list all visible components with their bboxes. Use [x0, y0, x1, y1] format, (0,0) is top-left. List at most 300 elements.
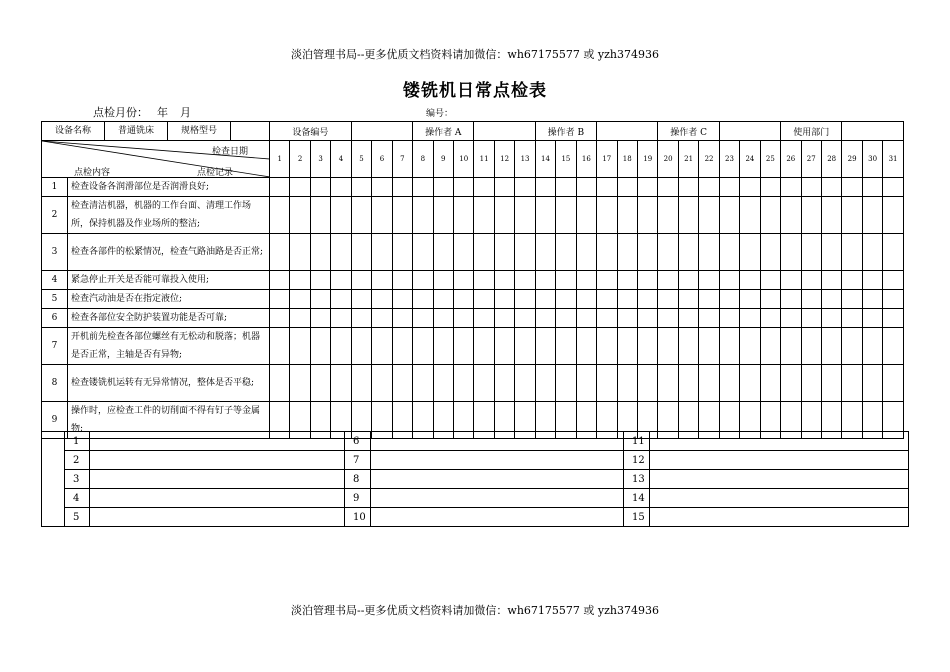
- check-record-cell[interactable]: [740, 197, 760, 234]
- check-record-cell[interactable]: [494, 178, 514, 197]
- check-record-cell[interactable]: [351, 365, 371, 402]
- check-record-cell[interactable]: [617, 365, 637, 402]
- check-record-cell[interactable]: [678, 197, 698, 234]
- check-record-cell[interactable]: [597, 234, 617, 271]
- check-record-cell[interactable]: [842, 271, 862, 290]
- check-record-cell[interactable]: [494, 234, 514, 271]
- check-record-cell[interactable]: [474, 290, 494, 309]
- device-name-value: 普通铣床: [105, 122, 168, 140]
- check-record-cell[interactable]: [678, 365, 698, 402]
- check-record-cell[interactable]: [433, 309, 453, 328]
- check-record-cell[interactable]: [413, 365, 433, 402]
- check-record-cell[interactable]: [392, 271, 412, 290]
- check-record-cell[interactable]: [658, 271, 678, 290]
- check-record-cell[interactable]: [617, 234, 637, 271]
- check-record-cell[interactable]: [270, 290, 290, 309]
- check-record-cell[interactable]: [494, 309, 514, 328]
- check-record-cell[interactable]: [637, 309, 657, 328]
- check-record-cell[interactable]: [494, 290, 514, 309]
- check-record-cell[interactable]: [372, 365, 392, 402]
- note-field[interactable]: [650, 508, 909, 527]
- check-record-cell[interactable]: [535, 234, 555, 271]
- check-record-cell[interactable]: [413, 328, 433, 365]
- check-record-cell[interactable]: [433, 234, 453, 271]
- check-record-cell[interactable]: [494, 328, 514, 365]
- day-header-cell: 5: [351, 141, 371, 178]
- check-record-cell[interactable]: [719, 365, 739, 402]
- operator-c-label: 操作者 C: [658, 122, 719, 141]
- check-record-cell[interactable]: [821, 365, 841, 402]
- check-record-cell[interactable]: [351, 178, 371, 197]
- check-record-cell[interactable]: [331, 197, 351, 234]
- check-record-cell[interactable]: [474, 178, 494, 197]
- check-record-cell[interactable]: [883, 309, 903, 328]
- check-record-cell[interactable]: [576, 309, 596, 328]
- check-record-cell[interactable]: [658, 328, 678, 365]
- check-record-cell[interactable]: [883, 328, 903, 365]
- note-field[interactable]: [650, 432, 909, 451]
- check-record-cell[interactable]: [597, 197, 617, 234]
- check-record-cell[interactable]: [535, 178, 555, 197]
- check-record-cell[interactable]: [781, 328, 801, 365]
- check-record-cell[interactable]: [637, 234, 657, 271]
- check-record-cell[interactable]: [392, 234, 412, 271]
- check-record-cell[interactable]: [760, 290, 780, 309]
- check-record-cell[interactable]: [760, 178, 780, 197]
- check-record-cell[interactable]: [372, 309, 392, 328]
- check-record-cell[interactable]: [474, 309, 494, 328]
- check-record-cell[interactable]: [781, 197, 801, 234]
- note-field[interactable]: [371, 508, 624, 527]
- check-record-cell[interactable]: [740, 328, 760, 365]
- notes-table: [41, 431, 909, 527]
- check-record-cell[interactable]: [699, 309, 719, 328]
- check-record-cell[interactable]: [290, 178, 310, 197]
- check-record-cell[interactable]: [576, 365, 596, 402]
- check-record-cell[interactable]: [331, 328, 351, 365]
- check-record-cell[interactable]: [331, 365, 351, 402]
- check-record-cell[interactable]: [597, 271, 617, 290]
- check-record-cell[interactable]: [453, 271, 473, 290]
- note-field[interactable]: [90, 508, 345, 527]
- check-record-cell[interactable]: [719, 234, 739, 271]
- check-record-cell[interactable]: [821, 178, 841, 197]
- check-record-cell[interactable]: [678, 178, 698, 197]
- check-record-cell[interactable]: [310, 178, 330, 197]
- check-record-cell[interactable]: [637, 197, 657, 234]
- check-record-cell[interactable]: [740, 271, 760, 290]
- check-record-cell[interactable]: [351, 271, 371, 290]
- check-record-cell[interactable]: [290, 271, 310, 290]
- check-record-cell[interactable]: [801, 290, 821, 309]
- check-record-cell[interactable]: [433, 328, 453, 365]
- check-record-cell[interactable]: [290, 197, 310, 234]
- check-record-cell[interactable]: [331, 234, 351, 271]
- check-record-cell[interactable]: [392, 178, 412, 197]
- check-record-cell[interactable]: [740, 365, 760, 402]
- check-record-cell[interactable]: [372, 328, 392, 365]
- check-record-cell[interactable]: [310, 365, 330, 402]
- check-record-cell[interactable]: [883, 365, 903, 402]
- check-record-cell[interactable]: [331, 290, 351, 309]
- check-record-cell[interactable]: [310, 234, 330, 271]
- check-record-cell[interactable]: [678, 290, 698, 309]
- check-record-cell[interactable]: [699, 365, 719, 402]
- check-record-cell[interactable]: [842, 197, 862, 234]
- check-record-cell[interactable]: [699, 290, 719, 309]
- check-record-cell[interactable]: [842, 290, 862, 309]
- check-record-cell[interactable]: [453, 197, 473, 234]
- department-label: 使用部门: [781, 122, 842, 141]
- check-record-cell[interactable]: [801, 178, 821, 197]
- check-record-cell[interactable]: [719, 328, 739, 365]
- check-record-cell[interactable]: [535, 365, 555, 402]
- check-record-cell[interactable]: [556, 234, 576, 271]
- check-record-cell[interactable]: [290, 365, 310, 402]
- check-record-cell[interactable]: [494, 365, 514, 402]
- check-record-cell[interactable]: [310, 271, 330, 290]
- check-record-cell[interactable]: [719, 178, 739, 197]
- check-record-cell[interactable]: [658, 234, 678, 271]
- check-record-cell[interactable]: [637, 290, 657, 309]
- check-content-label: 点检内容: [74, 168, 111, 178]
- note-field[interactable]: [650, 451, 909, 470]
- check-record-cell[interactable]: [433, 197, 453, 234]
- check-record-cell[interactable]: [576, 178, 596, 197]
- check-record-cell[interactable]: [883, 178, 903, 197]
- check-record-cell[interactable]: [862, 197, 882, 234]
- check-record-cell[interactable]: [637, 271, 657, 290]
- check-record-cell[interactable]: [658, 178, 678, 197]
- item-description: 紧急停止开关是否能可靠投入使用;: [68, 271, 270, 290]
- check-record-cell[interactable]: [760, 309, 780, 328]
- check-record-cell[interactable]: [474, 328, 494, 365]
- notes-margin-cell: [42, 451, 65, 470]
- check-record-cell[interactable]: [740, 178, 760, 197]
- check-record-cell[interactable]: [453, 365, 473, 402]
- check-record-cell[interactable]: [372, 271, 392, 290]
- check-record-cell[interactable]: [494, 197, 514, 234]
- check-record-cell[interactable]: [781, 290, 801, 309]
- check-record-cell[interactable]: [556, 328, 576, 365]
- check-record-cell[interactable]: [801, 197, 821, 234]
- check-date-label: 检查日期: [212, 147, 249, 157]
- check-record-cell[interactable]: [760, 271, 780, 290]
- note-number: 7: [345, 451, 371, 470]
- check-record-cell[interactable]: [637, 178, 657, 197]
- operator-c-value[interactable]: [719, 122, 780, 141]
- check-record-cell[interactable]: [331, 309, 351, 328]
- check-record-cell[interactable]: [842, 328, 862, 365]
- check-record-cell[interactable]: [781, 271, 801, 290]
- check-record-cell[interactable]: [576, 271, 596, 290]
- check-record-cell[interactable]: [760, 328, 780, 365]
- check-record-cell[interactable]: [413, 197, 433, 234]
- check-record-cell[interactable]: [556, 271, 576, 290]
- check-record-cell[interactable]: [433, 271, 453, 290]
- day-header-cell: 17: [597, 141, 617, 178]
- check-record-cell[interactable]: [842, 178, 862, 197]
- day-header-cell: 4: [331, 141, 351, 178]
- operator-a-value[interactable]: [474, 122, 535, 141]
- check-record-cell[interactable]: [556, 290, 576, 309]
- check-record-cell[interactable]: [310, 290, 330, 309]
- note-field[interactable]: [371, 451, 624, 470]
- check-record-cell[interactable]: [515, 309, 535, 328]
- check-record-cell[interactable]: [678, 271, 698, 290]
- check-record-cell[interactable]: [576, 197, 596, 234]
- check-record-cell[interactable]: [740, 290, 760, 309]
- check-record-cell[interactable]: [699, 328, 719, 365]
- item-number: 8: [42, 365, 68, 402]
- check-record-cell[interactable]: [270, 178, 290, 197]
- check-record-cell[interactable]: [351, 328, 371, 365]
- day-header-cell: 23: [719, 141, 739, 178]
- check-record-cell[interactable]: [290, 234, 310, 271]
- check-record-cell[interactable]: [658, 197, 678, 234]
- check-record-cell[interactable]: [597, 328, 617, 365]
- check-record-cell[interactable]: [535, 290, 555, 309]
- check-record-cell[interactable]: [372, 290, 392, 309]
- check-record-cell[interactable]: [678, 309, 698, 328]
- check-record-cell[interactable]: [617, 178, 637, 197]
- check-record-cell[interactable]: [556, 365, 576, 402]
- check-record-cell[interactable]: [433, 290, 453, 309]
- check-record-cell[interactable]: [453, 309, 473, 328]
- check-record-cell[interactable]: [658, 309, 678, 328]
- check-record-cell[interactable]: [515, 365, 535, 402]
- check-record-cell[interactable]: [597, 309, 617, 328]
- check-record-cell[interactable]: [453, 290, 473, 309]
- check-record-cell[interactable]: [862, 178, 882, 197]
- check-record-cell[interactable]: [862, 365, 882, 402]
- note-number: 5: [65, 508, 90, 527]
- check-record-cell[interactable]: [678, 328, 698, 365]
- note-field[interactable]: [371, 470, 624, 489]
- note-field[interactable]: [90, 470, 345, 489]
- check-record-cell[interactable]: [760, 234, 780, 271]
- check-record-cell[interactable]: [597, 365, 617, 402]
- check-record-cell[interactable]: [883, 271, 903, 290]
- check-record-cell[interactable]: [515, 290, 535, 309]
- check-record-cell[interactable]: [290, 328, 310, 365]
- inspection-item-row: [42, 234, 904, 271]
- check-record-cell[interactable]: [617, 309, 637, 328]
- check-record-cell[interactable]: [576, 328, 596, 365]
- check-record-cell[interactable]: [821, 328, 841, 365]
- check-record-cell[interactable]: [842, 309, 862, 328]
- check-record-cell[interactable]: [556, 309, 576, 328]
- check-record-cell[interactable]: [392, 290, 412, 309]
- check-record-cell[interactable]: [719, 197, 739, 234]
- check-record-cell[interactable]: [637, 365, 657, 402]
- check-record-cell[interactable]: [719, 271, 739, 290]
- check-record-cell[interactable]: [699, 234, 719, 271]
- check-record-cell[interactable]: [453, 178, 473, 197]
- check-record-cell[interactable]: [310, 197, 330, 234]
- department-value[interactable]: [842, 122, 903, 141]
- note-number: 4: [65, 489, 90, 508]
- note-field[interactable]: [371, 432, 624, 451]
- item-number: 6: [42, 309, 68, 328]
- check-record-cell[interactable]: [781, 309, 801, 328]
- check-record-cell[interactable]: [740, 234, 760, 271]
- item-description: 检查各部位安全防护装置功能是否可靠;: [68, 309, 270, 328]
- check-record-cell[interactable]: [494, 271, 514, 290]
- operator-b-value[interactable]: [597, 122, 658, 141]
- check-record-cell[interactable]: [862, 271, 882, 290]
- day-header-cell: 25: [760, 141, 780, 178]
- check-record-cell[interactable]: [781, 365, 801, 402]
- check-record-cell[interactable]: [862, 290, 882, 309]
- check-record-cell[interactable]: [453, 234, 473, 271]
- check-record-cell[interactable]: [760, 197, 780, 234]
- check-record-cell[interactable]: [842, 234, 862, 271]
- check-record-cell[interactable]: [270, 197, 290, 234]
- day-header-cell: 22: [699, 141, 719, 178]
- check-record-cell[interactable]: [351, 234, 371, 271]
- check-record-cell[interactable]: [556, 197, 576, 234]
- check-record-cell[interactable]: [556, 178, 576, 197]
- check-record-cell[interactable]: [678, 234, 698, 271]
- check-record-cell[interactable]: [413, 234, 433, 271]
- check-record-cell[interactable]: [290, 309, 310, 328]
- check-record-cell[interactable]: [413, 309, 433, 328]
- check-record-cell[interactable]: [760, 365, 780, 402]
- item-number: 7: [42, 328, 68, 365]
- check-record-cell[interactable]: [617, 290, 637, 309]
- check-record-cell[interactable]: [883, 234, 903, 271]
- check-record-cell[interactable]: [699, 197, 719, 234]
- check-record-cell[interactable]: [372, 197, 392, 234]
- check-record-cell[interactable]: [862, 328, 882, 365]
- check-record-cell[interactable]: [270, 328, 290, 365]
- check-record-cell[interactable]: [392, 328, 412, 365]
- note-number: 11: [624, 432, 650, 451]
- note-field[interactable]: [371, 489, 624, 508]
- check-record-cell[interactable]: [433, 178, 453, 197]
- check-record-cell[interactable]: [637, 328, 657, 365]
- check-record-cell[interactable]: [270, 309, 290, 328]
- check-record-cell[interactable]: [433, 365, 453, 402]
- check-record-cell[interactable]: [372, 178, 392, 197]
- check-record-cell[interactable]: [719, 309, 739, 328]
- check-record-cell[interactable]: [515, 328, 535, 365]
- check-record-cell[interactable]: [535, 271, 555, 290]
- check-record-cell[interactable]: [372, 234, 392, 271]
- inspection-item-row: [42, 309, 904, 328]
- check-record-cell[interactable]: [821, 290, 841, 309]
- check-record-cell[interactable]: [535, 197, 555, 234]
- check-record-cell[interactable]: [821, 234, 841, 271]
- check-record-cell[interactable]: [821, 309, 841, 328]
- check-record-cell[interactable]: [515, 178, 535, 197]
- day-header-cell: 27: [801, 141, 821, 178]
- check-record-cell[interactable]: [474, 197, 494, 234]
- check-record-cell[interactable]: [413, 271, 433, 290]
- check-record-cell[interactable]: [351, 197, 371, 234]
- check-record-cell[interactable]: [392, 365, 412, 402]
- check-record-cell[interactable]: [515, 234, 535, 271]
- check-record-cell[interactable]: [270, 271, 290, 290]
- check-record-cell[interactable]: [535, 309, 555, 328]
- check-record-cell[interactable]: [883, 290, 903, 309]
- check-record-cell[interactable]: [801, 309, 821, 328]
- item-number: 1: [42, 178, 68, 197]
- check-record-cell[interactable]: [842, 365, 862, 402]
- check-record-cell[interactable]: [699, 271, 719, 290]
- check-record-cell[interactable]: [310, 309, 330, 328]
- check-record-cell[interactable]: [597, 290, 617, 309]
- day-header-cell: 10: [453, 141, 473, 178]
- day-header-cell: 24: [740, 141, 760, 178]
- check-record-cell[interactable]: [331, 178, 351, 197]
- check-record-cell[interactable]: [597, 178, 617, 197]
- check-record-cell[interactable]: [413, 290, 433, 309]
- check-record-cell[interactable]: [310, 328, 330, 365]
- check-record-cell[interactable]: [474, 234, 494, 271]
- note-field[interactable]: [90, 489, 345, 508]
- check-record-cell[interactable]: [862, 309, 882, 328]
- check-record-cell[interactable]: [515, 197, 535, 234]
- check-record-cell[interactable]: [290, 290, 310, 309]
- check-record-cell[interactable]: [801, 271, 821, 290]
- device-no-value[interactable]: [351, 122, 412, 141]
- check-record-cell[interactable]: [535, 328, 555, 365]
- check-record-cell[interactable]: [617, 271, 637, 290]
- check-record-cell[interactable]: [331, 271, 351, 290]
- check-record-cell[interactable]: [617, 197, 637, 234]
- check-record-cell[interactable]: [801, 328, 821, 365]
- check-record-cell[interactable]: [617, 328, 637, 365]
- check-record-cell[interactable]: [801, 234, 821, 271]
- check-record-cell[interactable]: [699, 178, 719, 197]
- check-record-cell[interactable]: [658, 290, 678, 309]
- check-record-cell[interactable]: [474, 271, 494, 290]
- check-record-cell[interactable]: [719, 290, 739, 309]
- check-record-cell[interactable]: [474, 365, 494, 402]
- check-record-cell[interactable]: [821, 271, 841, 290]
- check-record-cell[interactable]: [658, 365, 678, 402]
- check-record-cell[interactable]: [413, 178, 433, 197]
- page-footer-text: 淡泊管理书局--更多优质文档资料请加微信：wh67175577 或 yzh374936: [291, 604, 659, 617]
- note-field[interactable]: [650, 489, 909, 508]
- check-record-cell[interactable]: [883, 197, 903, 234]
- check-record-cell[interactable]: [270, 234, 290, 271]
- check-record-cell[interactable]: [821, 197, 841, 234]
- check-record-cell[interactable]: [801, 365, 821, 402]
- check-record-cell[interactable]: [351, 290, 371, 309]
- check-record-cell[interactable]: [515, 271, 535, 290]
- check-record-cell[interactable]: [576, 234, 596, 271]
- check-record-cell[interactable]: [576, 290, 596, 309]
- check-record-cell[interactable]: [392, 309, 412, 328]
- check-record-cell[interactable]: [270, 365, 290, 402]
- note-field[interactable]: [90, 432, 345, 451]
- note-field[interactable]: [650, 470, 909, 489]
- year-label: 年: [157, 106, 168, 119]
- check-record-cell[interactable]: [740, 309, 760, 328]
- note-field[interactable]: [90, 451, 345, 470]
- day-header-cell: 13: [515, 141, 535, 178]
- day-header-cell: 15: [556, 141, 576, 178]
- check-record-cell[interactable]: [862, 234, 882, 271]
- check-record-cell[interactable]: [781, 234, 801, 271]
- check-record-cell[interactable]: [392, 197, 412, 234]
- check-record-cell[interactable]: [453, 328, 473, 365]
- check-record-cell[interactable]: [781, 178, 801, 197]
- check-record-cell[interactable]: [351, 309, 371, 328]
